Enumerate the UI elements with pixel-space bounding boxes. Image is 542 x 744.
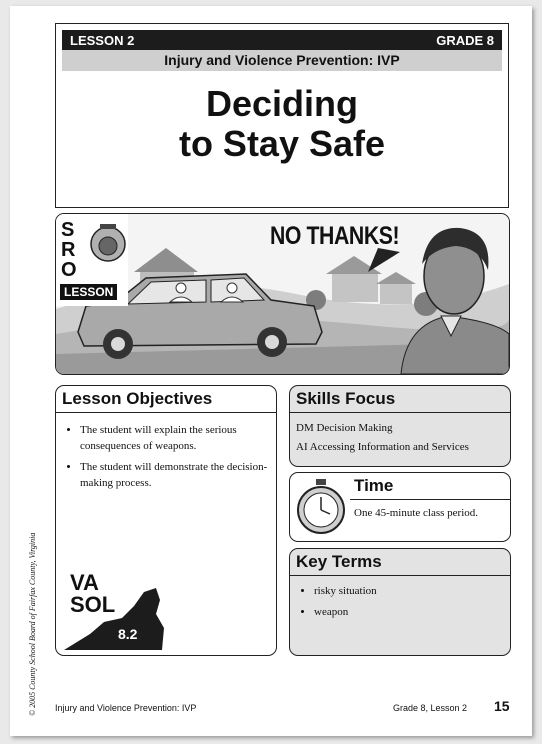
- objectives-divider: [56, 412, 276, 413]
- skills-list: [296, 419, 469, 457]
- sol-text: SOL: [70, 592, 116, 617]
- va-text: VA: [70, 570, 99, 595]
- skills-focus-panel: [289, 385, 511, 467]
- objectives-list: [62, 422, 270, 496]
- skill-item: DM Decision Making: [296, 422, 393, 434]
- objective-item: • The student will demonstrate the decision-making process.: [80, 459, 270, 491]
- sro-letter-o: O: [61, 259, 77, 281]
- objective-item: • The student will explain the serious consequences of weapons.: [80, 422, 270, 454]
- key-term-item: • weapon: [314, 604, 504, 620]
- sol-number: 8.2: [118, 626, 138, 642]
- side-copyright: © 2005 County School Board of Fairfax County, Virginia: [28, 532, 37, 716]
- key-terms-heading: Key Terms: [296, 552, 382, 571]
- key-terms-list: [296, 583, 504, 625]
- illustration-banner: [55, 213, 510, 375]
- footer-right: Grade 8, Lesson 2: [393, 703, 468, 713]
- sro-letters: [61, 220, 77, 280]
- skill-item: AI Accessing Information and Services: [296, 441, 469, 453]
- objectives-heading: Lesson Objectives: [62, 389, 213, 408]
- unit-subtitle: Injury and Violence Prevention: IVP: [62, 50, 502, 71]
- stopwatch-icon: [294, 479, 348, 535]
- speech-text: NO THANKS!: [270, 222, 400, 250]
- lesson-header: [55, 23, 509, 208]
- time-divider: [350, 499, 510, 500]
- key-terms-divider: [290, 575, 510, 576]
- time-text: One 45-minute class period.: [354, 507, 479, 519]
- va-sol-label: [70, 572, 115, 616]
- title-line-2: to Stay Safe: [178, 123, 386, 164]
- page-number: 15: [494, 698, 510, 714]
- skills-divider: [290, 412, 510, 413]
- lesson-grade-bar: [62, 30, 502, 50]
- lesson-number: LESSON 2: [70, 33, 135, 48]
- time-panel: [289, 472, 511, 542]
- worksheet-page: [10, 6, 532, 736]
- footer-left: Injury and Violence Prevention: IVP: [55, 703, 197, 713]
- grade-level: GRADE 8: [436, 33, 494, 48]
- page-title: [56, 84, 508, 164]
- skills-heading: Skills Focus: [296, 389, 396, 408]
- key-terms-panel: [289, 548, 511, 656]
- time-heading: Time: [354, 476, 394, 495]
- sro-letter-r: R: [61, 239, 76, 261]
- sro-letter-s: S: [61, 219, 75, 241]
- key-term-item: • risky situation: [314, 583, 504, 599]
- lesson-objectives-panel: [55, 385, 277, 656]
- sro-lesson-label: LESSON: [60, 284, 117, 300]
- title-line-1: Deciding: [205, 83, 358, 124]
